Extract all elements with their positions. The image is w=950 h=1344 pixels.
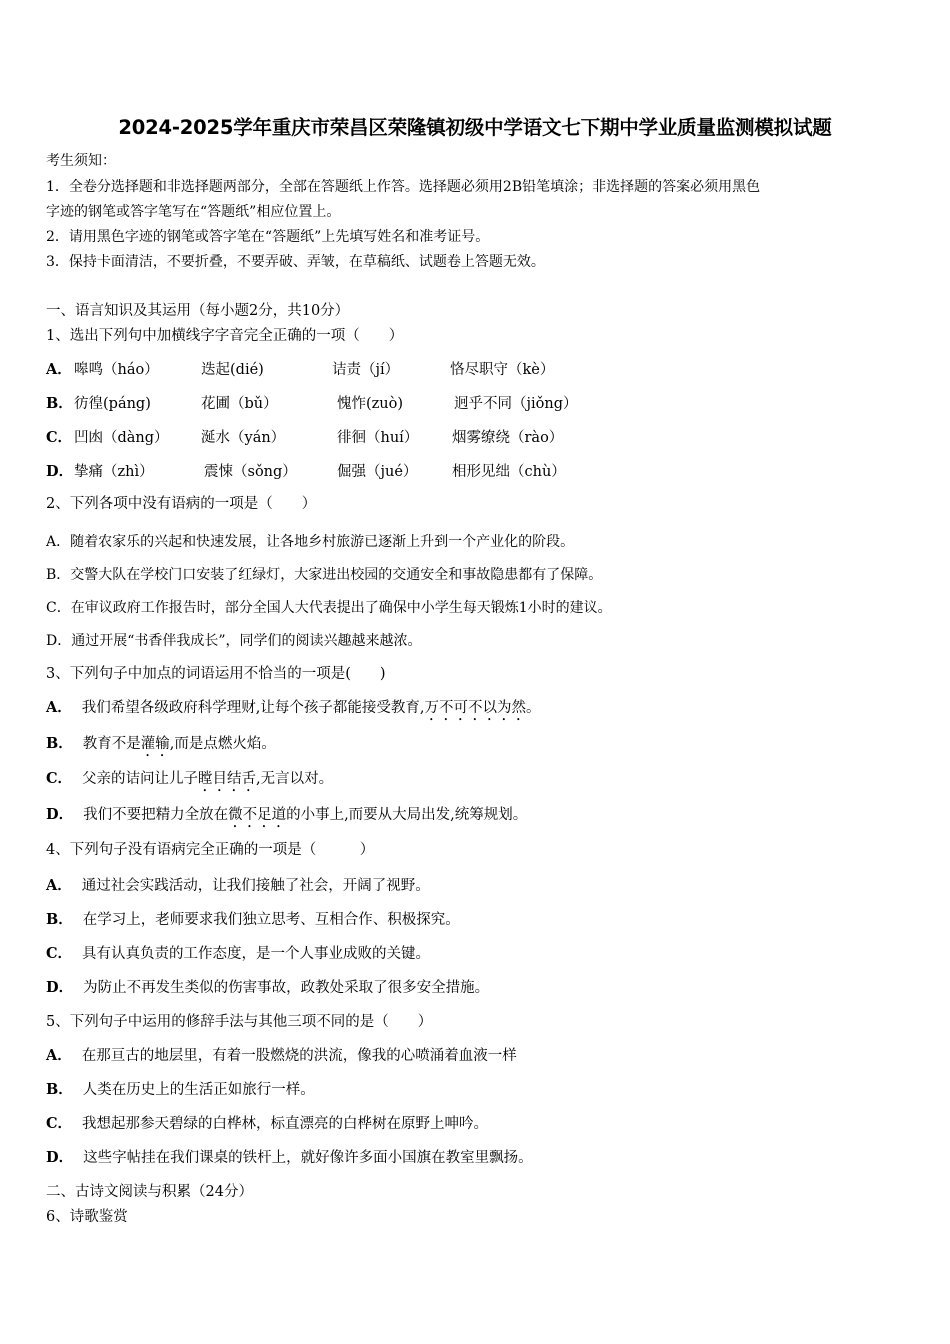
option-text: ,而是点燃火焰。 — [169, 736, 276, 752]
option-text: 我们希望各级政府科学理财,让每个孩子都能接受教育, — [81, 700, 425, 716]
option-text: 。 — [525, 700, 541, 716]
option-label: D． — [46, 463, 74, 480]
option-text: 父亲的诘问让儿子 — [82, 771, 199, 787]
option-text: 教育不是 — [82, 736, 141, 752]
question-4-stem: 4、下列句子没有语病完全正确的一项是（ ） — [46, 842, 375, 858]
option-label: B． — [46, 911, 73, 928]
q4-option-b — [46, 911, 460, 929]
q4-option-d — [46, 979, 489, 997]
option-label: C． — [46, 770, 73, 787]
option-cell: 相形见绌（chù） — [452, 464, 566, 480]
q2-option-a: A．随着农家乐的兴起和快速发展，让各地乡村旅游已逐渐上升到一个产业化的阶段。 — [46, 534, 575, 550]
option-cell: 徘徊（huí） — [337, 430, 419, 446]
option-text: 这些字帖挂在我们课桌的铁杆上，就好像许多面小国旗在教室里飘扬。 — [83, 1150, 533, 1166]
notice-item: 1．全卷分选择题和非选择题两部分，全部在答题纸上作答。选择题必须用2B铅笔填涂；非选择题的答案必须用黑色 — [46, 179, 761, 195]
option-text: 我想起那参天碧绿的白桦林，标直漂亮的白桦树在原野上呻吟。 — [82, 1116, 489, 1132]
dotted-phrase: 万不可不以为然 — [424, 700, 526, 716]
option-cell: 彷徨(páng) — [74, 396, 151, 412]
question-3-stem: 3、下列句子中加点的词语运用不恰当的一项是( ) — [46, 666, 386, 682]
option-cell: 震悚（sǒng） — [204, 464, 297, 480]
option-cell: 迥乎不同（jiǒng） — [454, 396, 578, 412]
dotted-phrase: 灌输 — [140, 736, 170, 752]
option-cell: 花圃（bǔ） — [201, 396, 278, 412]
option-cell: 恪尽职守（kè） — [450, 362, 555, 378]
option-cell: 凹凼（dàng） — [74, 430, 169, 446]
q5-option-a — [46, 1047, 517, 1065]
q5-option-b — [46, 1081, 315, 1099]
option-label: A． — [46, 699, 72, 716]
option-cell: 烟雾缭绕（rào） — [452, 430, 564, 446]
q2-option-d: D．通过开展“书香伴我成长”，同学们的阅读兴趣越来越浓。 — [46, 633, 422, 649]
section-1-header: 一、语言知识及其运用（每小题2分，共10分） — [46, 303, 350, 319]
option-cell: 愧怍(zuò) — [337, 396, 404, 412]
option-text: 具有认真负责的工作态度，是一个人事业成败的关键。 — [82, 946, 431, 962]
notice-item: 2．请用黑色字迹的钢笔或答字笔在“答题纸”上先填写姓名和准考证号。 — [46, 229, 490, 245]
notice-item: 字迹的钢笔或答字笔写在“答题纸”相应位置上。 — [46, 204, 341, 220]
q5-option-c — [46, 1115, 488, 1133]
option-text: ,无言以对。 — [256, 771, 334, 787]
q5-option-d — [46, 1149, 533, 1167]
option-cell: 挚痛（zhì） — [74, 464, 154, 480]
question-6-stem: 6、诗歌鉴赏 — [46, 1209, 128, 1225]
option-label: B． — [46, 395, 73, 412]
q4-option-a — [46, 877, 430, 895]
option-text: 通过社会实践活动，让我们接触了社会，开阔了视野。 — [81, 878, 430, 894]
q3-option-b — [46, 735, 276, 760]
option-text: 为防止不再发生类似的伤害事故，政教处采取了很多安全措施。 — [83, 980, 490, 996]
option-cell: 诘责（jí） — [332, 362, 400, 378]
dotted-phrase: 微不足道 — [228, 807, 287, 823]
dotted-phrase: 瞠目结舌 — [198, 771, 257, 787]
option-text: 在学习上，老师要求我们独立思考、互相合作、积极探究。 — [82, 912, 460, 928]
question-5-stem: 5、下列句子中运用的修辞手法与其他三项不同的是（ ） — [46, 1014, 433, 1030]
option-label: A． — [46, 361, 72, 378]
notice-header: 考生须知： — [46, 153, 116, 169]
section-2-header: 二、古诗文阅读与积累（24分） — [46, 1184, 253, 1200]
option-label: A． — [46, 1047, 72, 1064]
option-text: 在那亘古的地层里，有着一股燃烧的洪流，像我的心喷涌着血液一样 — [81, 1048, 517, 1064]
option-label: B． — [46, 735, 73, 752]
option-label: C． — [46, 429, 73, 446]
option-label: D． — [46, 1149, 74, 1166]
option-label: C． — [46, 945, 73, 962]
option-label: D． — [46, 806, 74, 823]
question-2-stem: 2、下列各项中没有语病的一项是（ ） — [46, 496, 317, 512]
option-label: D． — [46, 979, 74, 996]
option-text: 人类在历史上的生活正如旅行一样。 — [82, 1082, 315, 1098]
q3-option-a — [46, 699, 540, 724]
q3-option-c — [46, 770, 333, 795]
option-label: B． — [46, 1081, 73, 1098]
option-label: A． — [46, 877, 72, 894]
option-cell: 嗥鸣（háo） — [74, 362, 159, 378]
notice-item: 3．保持卡面清洁，不要折叠，不要弄破、弄皱，在草稿纸、试题卷上答题无效。 — [46, 254, 545, 270]
option-text: 的小事上,而要从大局出发,统筹规划。 — [286, 807, 528, 823]
page-title: 2024-2025学年重庆市荣昌区荣隆镇初级中学语文七下期中学业质量监测模拟试题 — [118, 116, 832, 139]
question-1-stem: 1、选出下列句中加横线字字音完全正确的一项（ ） — [46, 328, 404, 344]
option-text: 我们不要把精力全放在 — [83, 807, 229, 823]
q3-option-d — [46, 806, 527, 831]
option-cell: 涎水（yán） — [201, 430, 286, 446]
option-cell: 迭起(dié) — [201, 362, 264, 378]
q2-option-b: B．交警大队在学校门口安装了红绿灯，大家进出校园的交通安全和事故隐患都有了保障。 — [46, 567, 603, 583]
q2-option-c: C．在审议政府工作报告时，部分全国人大代表提出了确保中小学生每天锻炼1小时的建议。 — [46, 600, 612, 616]
option-cell: 倔强（jué） — [337, 464, 418, 480]
option-label: C． — [46, 1115, 73, 1132]
q4-option-c — [46, 945, 430, 963]
